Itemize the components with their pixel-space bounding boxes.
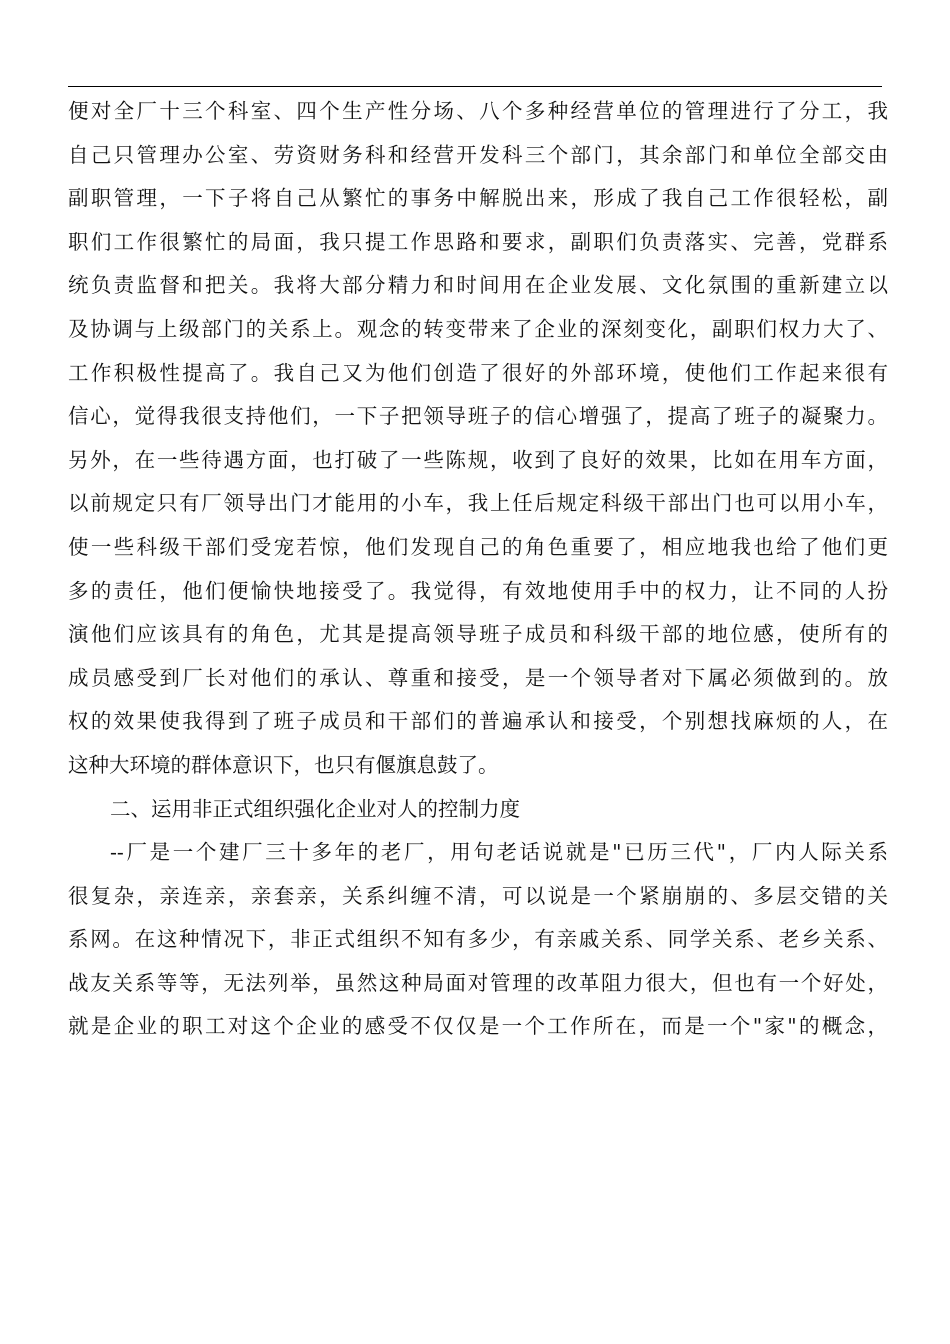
text-line: 工作积极性提高了。我自己又为他们创造了很好的外部环境，使他们工作起来很有: [68, 360, 888, 385]
text-line: --厂是一个建厂三十多年的老厂，用句老话说就是"已历三代"，厂内人际关系: [110, 840, 888, 865]
text-line: 职们工作很繁忙的局面，我只提工作思路和要求，副职们负责落实、完善，党群系: [68, 229, 888, 254]
text-line: 很复杂，亲连亲，亲套亲，关系纠缠不清，可以说是一个紧崩崩的、多层交错的关: [68, 883, 888, 908]
text-line: 便对全厂十三个科室、四个生产性分场、八个多种经营单位的管理进行了分工，我: [68, 99, 888, 123]
text-line: 信心，觉得我很支持他们，一下子把领导班子的信心增强了，提高了班子的凝聚力。: [68, 404, 888, 429]
text-line: 这种大环境的群体意识下，也只有偃旗息鼓了。: [68, 752, 499, 777]
text-line: 使一些科级干部们受宠若惊，他们发现自己的角色重要了，相应地我也给了他们更: [68, 534, 888, 559]
text-line: 及协调与上级部门的关系上。观念的转变带来了企业的深刻变化，副职们权力大了、: [68, 316, 888, 341]
text-line: 战友关系等等，无法列举，虽然这种局面对管理的改革阻力很大，但也有一个好处，: [68, 970, 888, 995]
text-line: 另外，在一些待遇方面，也打破了一些陈规，收到了良好的效果，比如在用车方面，: [68, 447, 888, 472]
body-text: [68, 90, 888, 1049]
text-line: 系网。在这种情况下，非正式组织不知有多少，有亲戚关系、同学关系、老乡关系、: [68, 927, 888, 952]
text-line: 以前规定只有厂领导出门才能用的小车，我上任后规定科级干部出门也可以用小车，: [68, 491, 888, 516]
text-line: 多的责任，他们便愉快地接受了。我觉得，有效地使用手中的权力，让不同的人扮: [68, 578, 888, 603]
text-line: 统负责监督和把关。我将大部分精力和时间用在企业发展、文化氛围的重新建立以: [68, 273, 888, 298]
text-line: 就是企业的职工对这个企业的感受不仅仅是一个工作所在，而是一个"家"的概念，: [68, 1014, 888, 1039]
header-rule: [68, 86, 882, 87]
text-line: 演他们应该具有的角色，尤其是提高领导班子成员和科级干部的地位感，使所有的: [68, 622, 888, 647]
text-line: 自己只管理办公室、劳资财务科和经营开发科三个部门，其余部门和单位全部交由: [68, 142, 888, 167]
text-line: 权的效果使我得到了班子成员和干部们的普遍承认和接受，个别想找麻烦的人，在: [68, 709, 888, 734]
section-heading: 二、运用非正式组织强化企业对人的控制力度: [110, 796, 520, 821]
text-line: 副职管理，一下子将自己从繁忙的事务中解脱出来，形成了我自己工作很轻松，副: [68, 186, 888, 211]
text-line: 成员感受到厂长对他们的承认、尊重和接受，是一个领导者对下属必须做到的。放: [68, 665, 888, 690]
